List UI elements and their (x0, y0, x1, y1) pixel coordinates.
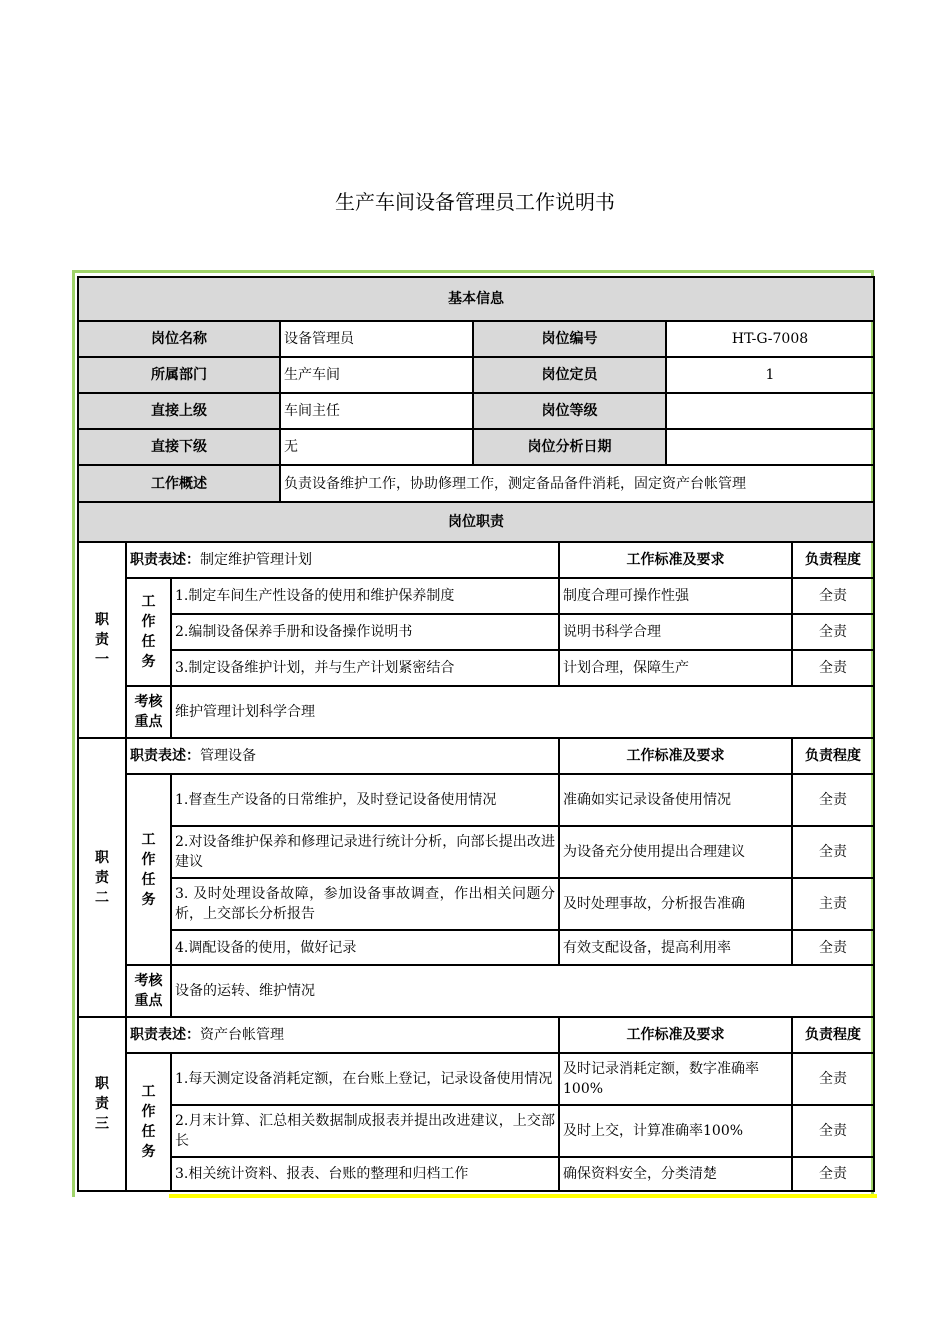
selection-highlight-bar (169, 1194, 877, 1198)
duty-1-task-2-standard: 说明书科学合理 (559, 614, 792, 650)
duty-2-review-label: 考核 重点 (126, 965, 171, 1017)
duty-1-task-1-standard: 制度合理可操作性强 (559, 578, 792, 614)
position-code-label: 岗位编号 (473, 321, 666, 357)
duty-1-task-3-degree: 全责 (792, 650, 874, 686)
duty-3-task-2-degree: 全责 (792, 1105, 874, 1157)
duty-2-task-2-standard: 为设备充分使用提出合理建议 (559, 826, 792, 878)
duty-2-task-2: 2.对设备维护保养和修理记录进行统计分析，向部长提出改进建议 (171, 826, 559, 878)
section-basic-header: 基本信息 (78, 277, 874, 321)
superior-value: 车间主任 (280, 393, 473, 429)
position-code-value: HT-G-7008 (666, 321, 874, 357)
duty-2-task-3-standard: 及时处理事故，分析报告准确 (559, 878, 792, 930)
duty-2-task-3-degree: 主责 (792, 878, 874, 930)
duty-1-standard-header: 工作标准及要求 (559, 542, 792, 578)
analysis-date-value (666, 429, 874, 465)
duty-2-standard-header: 工作标准及要求 (559, 738, 792, 774)
duty-3-task-1-degree: 全责 (792, 1053, 874, 1105)
duty-3-task-1-standard: 及时记录消耗定额，数字准确率100% (559, 1053, 792, 1105)
position-name-value: 设备管理员 (280, 321, 473, 357)
duty-3-task-2: 2.月末计算、汇总相关数据制成报表并提出改进建议，上交部长 (171, 1105, 559, 1157)
duty-1-task-label: 工 作 任 务 (126, 578, 171, 686)
duty-3-standard-header: 工作标准及要求 (559, 1017, 792, 1053)
duty-3-task-3: 3.相关统计资料、报表、台账的整理和归档工作 (171, 1157, 559, 1191)
overview-label: 工作概述 (78, 465, 280, 502)
duty-2-task-1-standard: 准确如实记录设备使用情况 (559, 774, 792, 826)
duty-3-task-1: 1.每天测定设备消耗定额，在台账上登记，记录设备使用情况 (171, 1053, 559, 1105)
duty-3-task-label: 工 作 任 务 (126, 1053, 171, 1191)
duty-1-task-1-degree: 全责 (792, 578, 874, 614)
duty-2-name: 职 责 二 (78, 738, 126, 1017)
position-name-label: 岗位名称 (78, 321, 280, 357)
duty-1-task-3-standard: 计划合理，保障生产 (559, 650, 792, 686)
duty-3-task-3-degree: 全责 (792, 1157, 874, 1191)
duty-2-desc: 职责表述：管理设备 (126, 738, 559, 774)
analysis-date-label: 岗位分析日期 (473, 429, 666, 465)
grade-label: 岗位等级 (473, 393, 666, 429)
duty-3-desc: 职责表述：资产台帐管理 (126, 1017, 559, 1053)
subordinate-label: 直接下级 (78, 429, 280, 465)
section-duties-header: 岗位职责 (78, 502, 874, 542)
job-description-table (77, 276, 875, 1192)
duty-2-review: 设备的运转、维护情况 (171, 965, 874, 1017)
duty-1-task-2: 2.编制设备保养手册和设备操作说明书 (171, 614, 559, 650)
duty-2-task-1: 1.督查生产设备的日常维护，及时登记设备使用情况 (171, 774, 559, 826)
department-label: 所属部门 (78, 357, 280, 393)
page-title: 生产车间设备管理员工作说明书 (335, 190, 615, 214)
subordinate-value: 无 (280, 429, 473, 465)
duty-1-review: 维护管理计划科学合理 (171, 686, 874, 738)
department-value: 生产车间 (280, 357, 473, 393)
duty-1-desc: 职责表述：制定维护管理计划 (126, 542, 559, 578)
grade-value (666, 393, 874, 429)
headcount-label: 岗位定员 (473, 357, 666, 393)
duty-2-task-3: 3. 及时处理设备故障，参加设备事故调查，作出相关问题分析，上交部长分析报告 (171, 878, 559, 930)
duty-2-task-1-degree: 全责 (792, 774, 874, 826)
duty-1-task-3: 3.制定设备维护计划，并与生产计划紧密结合 (171, 650, 559, 686)
duty-2-task-4-standard: 有效支配设备，提高利用率 (559, 930, 792, 965)
headcount-value: 1 (666, 357, 874, 393)
duty-3-task-3-standard: 确保资料安全，分类清楚 (559, 1157, 792, 1191)
duty-3-task-2-standard: 及时上交，计算准确率100% (559, 1105, 792, 1157)
duty-2-task-2-degree: 全责 (792, 826, 874, 878)
duty-1-task-2-degree: 全责 (792, 614, 874, 650)
duty-1-review-label: 考核 重点 (126, 686, 171, 738)
duty-2-task-4: 4.调配设备的使用，做好记录 (171, 930, 559, 965)
duty-1-degree-header: 负责程度 (792, 542, 874, 578)
duty-3-name: 职 责 三 (78, 1017, 126, 1191)
duty-2-degree-header: 负责程度 (792, 738, 874, 774)
duty-1-task-1: 1.制定车间生产性设备的使用和维护保养制度 (171, 578, 559, 614)
superior-label: 直接上级 (78, 393, 280, 429)
duty-2-task-4-degree: 全责 (792, 930, 874, 965)
duty-3-degree-header: 负责程度 (792, 1017, 874, 1053)
overview-value: 负责设备维护工作，协助修理工作，测定备品备件消耗，固定资产台帐管理 (280, 465, 874, 502)
duty-2-task-label: 工 作 任 务 (126, 774, 171, 965)
duty-1-name: 职 责 一 (78, 542, 126, 738)
